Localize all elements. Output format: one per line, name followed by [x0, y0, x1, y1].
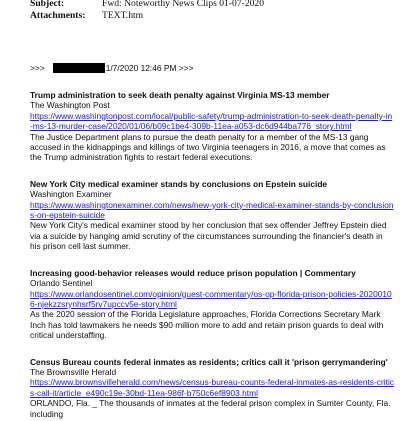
news-article	[30, 268, 394, 341]
attachment-file[interactable]: TEXT.htm	[102, 10, 144, 21]
article-link[interactable]: https://www.washingtonexaminer.com/news/new-york-city-medical-examiner-stands-by-conclusions-on-epstein-suicide	[30, 199, 394, 221]
news-article	[30, 179, 394, 252]
article-link[interactable]: https://www.orlandosentinel.com/opinion/guest-commentary/os-op-florida-prison-policies-20200106-njekzzsrynhsrf5rv7upccv5e-story.html	[30, 288, 392, 309]
article-source: Orlando Sentinel	[30, 278, 93, 289]
subject-row	[30, 0, 394, 10]
article-link[interactable]: https://www.brownsvilleherald.com/news/census-bureau-counts-federal-inmates-as-residents-critics-call-it/article_e490c19e-30bd-11ea-986f-b750c6ef8903.html	[30, 377, 394, 398]
forward-line	[30, 62, 394, 74]
article-summary: As the 2020 session of the Florida Legislature approaches, Florida Corrections Secretary Mark Inch has told lawmakers he needs $90 million more to add and retain prison guards to deal with critical understaffing.	[30, 309, 384, 341]
forward-timestamp: 1/7/2020 12:46 PM >>>	[105, 62, 194, 73]
article-summary: The Justice Department plans to pursue the death penalty for a member of the MS-13 gang accused in the kidnappings and killings of two Virginia teenagers in 2016, a move that comes as the Trump administration fights to restart federal executions.	[30, 131, 386, 163]
attachments-label: Attachments:	[30, 10, 86, 21]
attachments-row	[30, 10, 394, 22]
news-article	[30, 90, 394, 163]
article-headline: Increasing good-behavior releases would reduce prison population | Commentary	[30, 267, 356, 278]
article-source: Washington Examiner	[30, 189, 112, 200]
redaction-block	[53, 63, 105, 73]
article-headline: Trump administration to seek death penalty against Virginia MS-13 member	[30, 90, 330, 100]
email-header	[30, 0, 394, 22]
article-summary: New York City's medical examiner stood by her conclusion that sex offender Jeffrey Epstein died via a suicide by hanging amid scrutiny of the circumstances surrounding the financier's death in his prison cell last summer.	[30, 220, 387, 252]
subject-label: Subject:	[30, 0, 65, 9]
subject-value: Fwd: Noteworthy News Clips 01-07-2020	[102, 0, 265, 9]
forward-prefix: >>>	[30, 62, 45, 73]
article-link[interactable]: https://www.washingtonpost.com/local/public-safety/trump-administration-to-seek-death-penalty-in-ms-13-murder-case/2020/01/06/b09c1be4-309b-11ea-a053-dc6d944ba776_story.html	[30, 110, 393, 132]
news-article	[30, 357, 394, 419]
article-source: The Brownsville Herald	[30, 366, 117, 377]
article-source: The Washington Post	[30, 100, 110, 111]
article-headline: Census Bureau counts federal inmates as residents; critics call it 'prison gerrymandering'	[30, 356, 388, 367]
article-headline: New York City medical examiner stands by conclusions on Epstein suicide	[30, 178, 328, 189]
article-summary: ORLANDO, Fla. _ The thousands of inmates at the federal prison complex in Sumter County, Fla. including	[30, 398, 391, 419]
